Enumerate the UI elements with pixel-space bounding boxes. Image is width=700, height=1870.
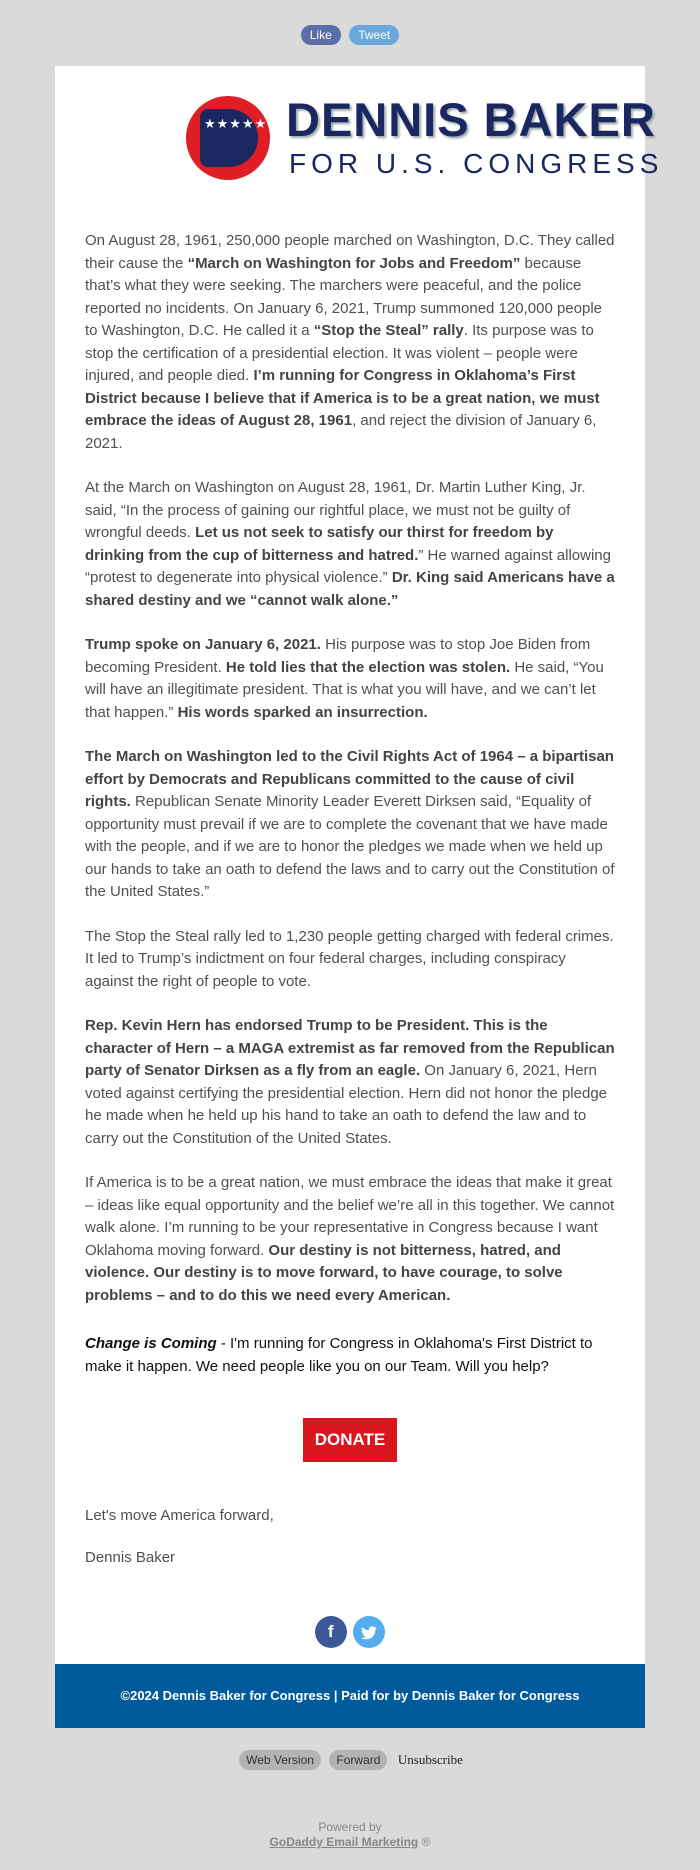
body-paragraph	[85, 634, 615, 724]
top-social-bar	[0, 25, 700, 45]
body-paragraph	[85, 746, 615, 904]
body-text: . Its purpose was to stop the certification of a presidential election. It was violent – people were injured, and people died.	[85, 322, 594, 384]
emphasis-text: I’m running for Congress in Oklahoma’s First District because I believe that if America is to be a great nation, we must embrace the ideas of August 28, 1961	[85, 367, 600, 429]
body-paragraph	[85, 926, 615, 994]
body-text: The Stop the Steal rally led to 1,230 people getting charged with federal crimes. It led to Trump’s indictment on four federal charges, including conspiracy against the right of people to vote.	[85, 927, 614, 990]
emphasis-text: Our destiny is not bitterness, hatred, and violence. Our destiny is to move forward, to have courage, to solve problems – and to do this we need every American.	[85, 1241, 563, 1304]
body-text: If America is to be a great nation, we must embrace the ideas that make it great – ideas like equal opportunity and the belief we’re all in this together. We cannot walk alone. I’m running to be your representative in Congress because I want Oklahoma moving forward.	[85, 1174, 615, 1259]
emphasis-text: “March on Washington for Jobs and Freedom”	[187, 254, 521, 272]
bottom-links	[0, 1750, 700, 1770]
body-paragraph	[85, 477, 615, 612]
web-version-link[interactable]: Web Version	[239, 1750, 321, 1770]
campaign-logo[interactable]	[131, 92, 664, 184]
cta-lead: Change is Coming	[85, 1335, 217, 1352]
powered-by	[0, 1820, 700, 1850]
unsubscribe-link[interactable]: Unsubscribe	[397, 1752, 463, 1767]
message-body	[85, 230, 615, 1329]
facebook-icon[interactable]: f	[315, 1616, 347, 1648]
body-text: because that’s what they were seeking. The marchers were peaceful, and the police reported no incidents. On January 6, 2021, Trump summoned 120,000 people to Washington, D.C. He called it a	[85, 254, 602, 339]
signoff-line: Let's move America forward,	[85, 1507, 274, 1524]
body-text: ” He warned against allowing “protest to degenerate into physical violence.”	[85, 546, 611, 586]
twitter-bird-icon	[361, 1626, 377, 1640]
body-text: Republican Senate Minority Leader Everett Dirksen said, “Equality of opportunity must prevail if we are to complete the covenant that we have made with the people, and if we are to honor the pledges we made when we held up our hands to take an oath to defend the laws and to carry out the Constitution of the United States.”	[85, 793, 615, 900]
emphasis-text: Dr. King said Americans have a shared destiny and we “cannot walk alone.”	[85, 569, 615, 609]
logo-emblem	[186, 96, 270, 180]
like-button[interactable]: Like	[301, 25, 341, 45]
signoff	[85, 1506, 274, 1590]
emphasis-text: “Stop the Steal” rally	[313, 322, 464, 339]
cta-text: - I'm running for Congress in Oklahoma's First District to make it happen. We need people like you on our Team. Will you help?	[85, 1335, 593, 1375]
twitter-icon[interactable]	[353, 1616, 385, 1648]
body-text: His purpose was to stop Joe Biden from becoming President.	[85, 636, 591, 676]
body-text: He said, “You will have an illegitimate president. That is what you will have, and we can’t let that happen.”	[85, 658, 604, 721]
body-text: On January 6, 2021, Hern voted against certifying the presidential election. Hern did not honor the pledge he made when he held up his hand to take an oath to defend the law and to carry out the Constitution of the United States.	[85, 1062, 608, 1147]
donate-button[interactable]: DONATE	[303, 1418, 397, 1462]
godaddy-link[interactable]: GoDaddy Email Marketing	[269, 1835, 419, 1849]
emphasis-text: The March on Washington led to the Civil Rights Act of 1964 – a bipartisan effort by Democrats and Republicans committed to the cause of civil rights.	[85, 748, 614, 810]
forward-link[interactable]: Forward	[329, 1750, 387, 1770]
signoff-signature: Dennis Baker	[85, 1549, 176, 1566]
emphasis-text: Let us not seek to satisfy our thirst for freedom by drinking from the cup of bitterness and hatred.	[85, 524, 554, 564]
logo-subtitle: FOR U.S. CONGRESS	[289, 148, 664, 179]
body-text: At the March on Washington on August 28, 1961, Dr. Martin Luther King, Jr. said, “In the process of gaining our rightful place, we must not be guilty of wrongful deeds.	[85, 479, 586, 541]
call-to-action	[85, 1332, 615, 1378]
email-card	[55, 66, 664, 1728]
tweet-button[interactable]: Tweet	[349, 25, 399, 45]
emphasis-text: Rep. Kevin Hern has endorsed Trump to be President. This is the character of Hern – a MAGA extremist as far removed from the Republican party of Senator Dirksen as a fly from an eagle.	[85, 1017, 615, 1079]
emphasis-text: His words sparked an insurrection.	[177, 703, 428, 721]
emphasis-text: Trump spoke on January 6, 2021.	[85, 636, 321, 653]
logo-d-shape	[200, 109, 268, 167]
body-paragraph	[85, 230, 615, 455]
body-paragraph	[85, 1015, 615, 1150]
footer-bar: ©2024 Dennis Baker for Congress | Paid for by Dennis Baker for Congress	[55, 1664, 645, 1728]
registered-mark: ®	[421, 1835, 431, 1849]
logo-stars-icon: ★★★★★	[204, 116, 268, 131]
body-text: On August 28, 1961, 250,000 people marched on Washington, D.C. They called their cause the	[85, 232, 615, 272]
body-text: , and reject the division of January 6, 2021.	[85, 412, 597, 452]
emphasis-text: He told lies that the election was stolen.	[225, 658, 511, 676]
social-icons	[55, 1616, 645, 1648]
logo-name: DENNIS BAKER	[286, 93, 656, 146]
body-paragraph	[85, 1172, 615, 1307]
powered-label: Powered by	[318, 1820, 382, 1834]
